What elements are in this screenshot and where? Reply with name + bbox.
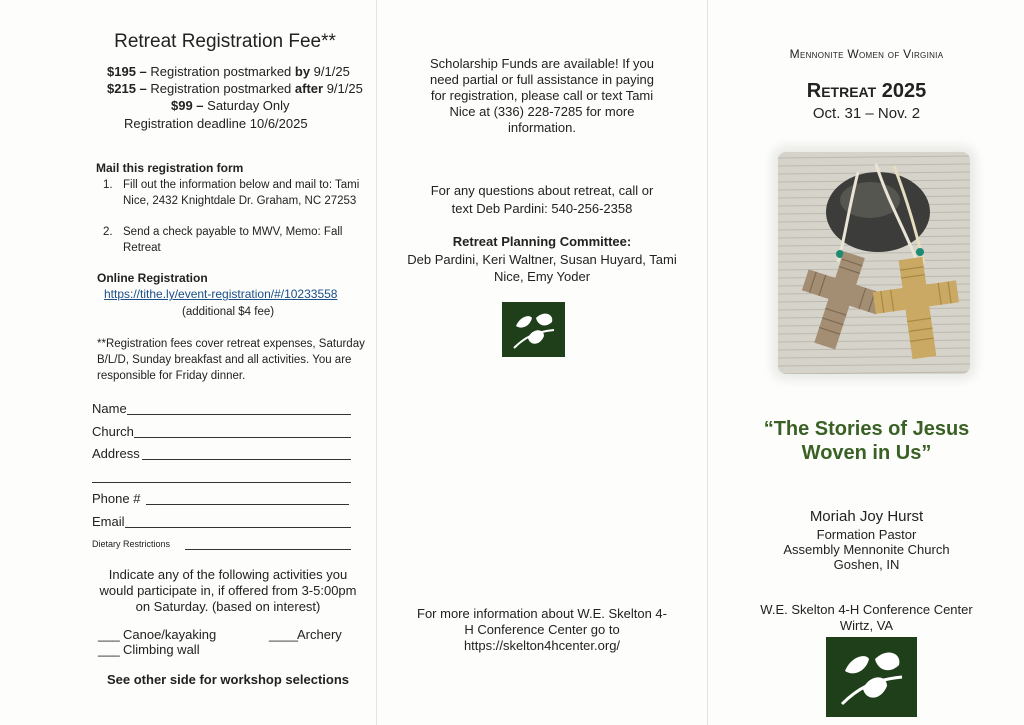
canoe-blank: ___ (98, 627, 120, 642)
speaker-name: Moriah Joy Hurst (809, 508, 924, 525)
theme-line1: “The Stories of Jesus (763, 418, 970, 440)
address-field-line2 (92, 482, 351, 483)
fee-line-early (107, 64, 350, 79)
venue-city: Wirtz, VA (839, 618, 894, 633)
mail-step2-num: 2. (103, 226, 113, 238)
fee-line-late (107, 81, 363, 96)
fee-early-amount: $195 – (107, 64, 147, 79)
scholarship-info: Scholarship Funds are available! If you need partial or full assistance in paying for registration, please call or text Tami Nice at (336) 228-7285 for more information. (429, 56, 655, 135)
cover-panel (707, 0, 1024, 725)
canoe-option: Canoe/kayaking (123, 627, 217, 642)
church-field (134, 437, 351, 438)
email-field (125, 527, 351, 528)
coverage-note: **Registration fees cover retreat expenses, Saturday B/L/D, Sunday breakfast and all activities. You are responsible for Friday dinner. (97, 338, 365, 382)
org-name: Mennonite Women of Virginia (789, 47, 944, 61)
committee-members: Deb Pardini, Keri Waltner, Susan Huyard, Tami Nice, Emy Yoder (407, 252, 677, 284)
name-field (127, 414, 351, 415)
fee-early-date: 9/1/25 (310, 64, 350, 79)
mwv-logo-large (826, 637, 917, 717)
name-label: Name (92, 401, 127, 416)
fee-saturday-amount: $99 – (171, 98, 204, 113)
mail-step2: Send a check payable to MWV, Memo: Fall Retreat (123, 226, 343, 254)
dietary-field (185, 549, 351, 550)
fee-title: Retreat Registration Fee** (114, 31, 336, 52)
venue-name: W.E. Skelton 4-H Conference Center (760, 602, 973, 617)
registration-deadline: Registration deadline 10/6/2025 (124, 116, 308, 131)
theme-line2: Woven in Us” (801, 442, 932, 464)
fee-late-date: 9/1/25 (323, 81, 363, 96)
more-info: For more information about W.E. Skelton 4-H Conference Center go to https://skelton4hcenter.org/ (417, 606, 667, 653)
climbing-blank: ___ (98, 642, 120, 657)
questions-info: For any questions about retreat, call or text Deb Pardini: 540-256-2358 (430, 183, 654, 216)
fee-early-text: Registration postmarked (146, 64, 295, 79)
mwv-logo-small (502, 302, 565, 357)
fee-early-by: by (294, 64, 311, 79)
mail-heading: Mail this registration form (96, 161, 244, 175)
info-panel (376, 0, 706, 725)
speaker-city: Goshen, IN (833, 557, 900, 572)
climbing-option: Climbing wall (123, 642, 200, 657)
online-registration-link[interactable]: https://tithe.ly/event-registration/#/10233558 (104, 287, 338, 301)
fee-saturday-text: Saturday Only (203, 98, 290, 113)
email-label: Email (92, 514, 125, 529)
retreat-dates: Oct. 31 – Nov. 2 (812, 105, 921, 122)
speaker-role: Formation Pastor (816, 527, 917, 542)
mail-step1-num: 1. (103, 179, 113, 191)
archery-option: Archery (297, 627, 342, 642)
online-heading: Online Registration (97, 271, 208, 285)
archery-blank: ____ (269, 627, 298, 642)
fee-late-text: Registration postmarked (146, 81, 295, 96)
phone-field (146, 504, 349, 505)
phone-label: Phone # (92, 491, 141, 506)
online-fee-note: (additional $4 fee) (182, 306, 275, 318)
dietary-label: Dietary Restrictions (92, 539, 171, 549)
fee-late-after: after (294, 81, 324, 96)
committee-heading: Retreat Planning Committee: (452, 234, 632, 249)
retreat-title: Retreat 2025 (806, 80, 927, 102)
leaf-logo-icon (510, 308, 558, 352)
address-label: Address (92, 446, 140, 461)
see-other-side: See other side for workshop selections (107, 672, 350, 687)
registration-panel (0, 0, 375, 725)
mail-step1: Fill out the information below and mail to: Tami Nice, 2432 Knightdale Dr. Graham, NC 27253 (123, 179, 360, 207)
crosses-image-icon (778, 152, 970, 374)
church-label: Church (92, 424, 134, 439)
address-field (142, 459, 351, 460)
fee-line-saturday (171, 98, 290, 113)
fee-late-amount: $215 – (107, 81, 147, 96)
woven-crosses-photo (778, 152, 970, 374)
leaf-logo-icon (836, 644, 908, 710)
speaker-church: Assembly Mennonite Church (783, 542, 950, 557)
activities-intro: Indicate any of the following activities you would participate in, if offered from 3-5:00pm on Saturday. (based on interest) (99, 567, 357, 614)
